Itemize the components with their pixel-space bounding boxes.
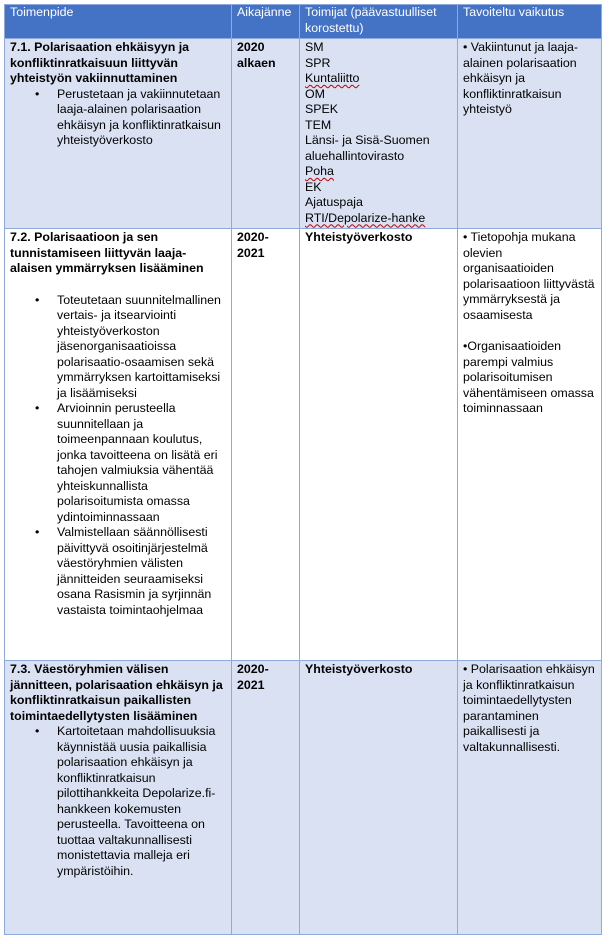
list-item: • Toteutetaan suunnitelmallinen vertais- ja itsearviointi yhteistyöverkoston jäsenorganisaatioissa polarisaatio-osaamisen sekä ymmärryksen kartoittamiseksi ja lisäämiseksi xyxy=(57,293,226,402)
actor: Kuntaliitto xyxy=(305,71,360,85)
period-cell: 2020-2021 xyxy=(232,661,300,935)
actor: Länsi- ja Sisä-Suomen aluehallintovirasto xyxy=(305,133,430,163)
measure-cell xyxy=(5,229,232,661)
measure-cell xyxy=(5,39,232,229)
actor: EK xyxy=(305,179,322,194)
period-cell: 2020 alkaen xyxy=(232,39,300,229)
effect-text: •Organisaatioiden parempi valmius polarisoitumisen vähentämiseen omassa toiminnassaan xyxy=(463,339,594,415)
actor: OM xyxy=(305,86,325,101)
measure-title: 7.3. Väestöryhmien välisen jännitteen, polarisaation ehkäisyn ja konfliktinratkaisun paikallisten toimintaedellytysten lisääminen xyxy=(10,662,223,723)
effect-text: • Polarisaation ehkäisyn ja konfliktinratkaisun toimintaedellytysten parantaminen paikallisesti ja valtakunnallisesti. xyxy=(463,662,595,754)
period-cell: 2020-2021 xyxy=(232,229,300,661)
effect-cell xyxy=(458,39,602,229)
measure-bullets xyxy=(10,87,226,149)
actor: SPEK xyxy=(305,102,339,116)
list-item: • Kartoitetaan mahdollisuuksia käynnistää uusia paikallisia polarisaation ehkäisyn ja konfliktinratkaisun pilottihankkeita Depolarize.fi-hankkeen kokemusten perusteella. Tavoitteena on tuottaa valtakunnallisesti monistettavia malleja eri ympäristöihin. xyxy=(57,724,226,879)
header-measure: Toimenpide xyxy=(5,5,232,39)
header-effect: Tavoiteltu vaikutus xyxy=(458,5,602,39)
actors-cell xyxy=(300,39,458,229)
table-row xyxy=(5,229,602,661)
effect-cell xyxy=(458,661,602,935)
measure-cell xyxy=(5,661,232,935)
measure-bullets xyxy=(10,293,226,619)
actor: RTI/Depolarize-hanke xyxy=(305,210,426,225)
actor: TEM xyxy=(305,117,332,132)
header-actors: Toimijat (päävastuulliset korostettu) xyxy=(300,5,458,39)
measure-bullets xyxy=(10,724,226,879)
actors-cell: Yhteistyöverkosto xyxy=(300,661,458,935)
measure-title: 7.1. Polarisaation ehkäisyyn ja konfliktinratkaisuun liittyvän yhteistyön vakiinnuttaminen xyxy=(10,40,190,85)
measures-table xyxy=(4,4,602,935)
list-item: • Perustetaan ja vakiinnutetaan laaja-alainen polarisaation ehkäisyn ja konfliktinratkaisun yhteistyöverkosto xyxy=(57,87,226,149)
list-item: • Arvioinnin perusteella suunnitellaan ja toimeenpannaan koulutus, jonka tavoitteena on lisätä eri tahojen valmiuksia vähentää yhteiskunnallista polarisoitumista omassa ydintoiminnassaan xyxy=(57,401,226,525)
actor: Ajatuspaja xyxy=(305,195,363,209)
header-row xyxy=(5,5,602,39)
actor: SM xyxy=(305,40,324,54)
table-row xyxy=(5,39,602,229)
header-period: Aikajänne xyxy=(232,5,300,39)
measure-title: 7.2. Polarisaatioon ja sen tunnistamiseen liittyvän laaja-alaisen ymmärryksen lisääminen xyxy=(10,230,204,275)
table-row xyxy=(5,661,602,935)
effect-text: • Vakiintunut ja laaja-alainen polarisaation ehkäisyn ja konfliktinratkaisun yhteistyö xyxy=(463,40,578,116)
actor: Poha xyxy=(305,164,334,178)
actors-cell: Yhteistyöverkosto xyxy=(300,229,458,661)
effect-text: • Tietopohja mukana olevien organisaatioiden polarisaatioon liittyvästä ymmärryksestä ja osaamisesta xyxy=(463,230,595,322)
actor: SPR xyxy=(305,55,331,70)
list-item: • Valmistellaan säännöllisesti päivittyvä osoitinjärjestelmä väestöryhmien välisten jännitteiden seuraamiseksi osana Rasismin ja syrjinnän vastaista toimintaohjelmaa xyxy=(57,525,226,618)
effect-cell xyxy=(458,229,602,661)
